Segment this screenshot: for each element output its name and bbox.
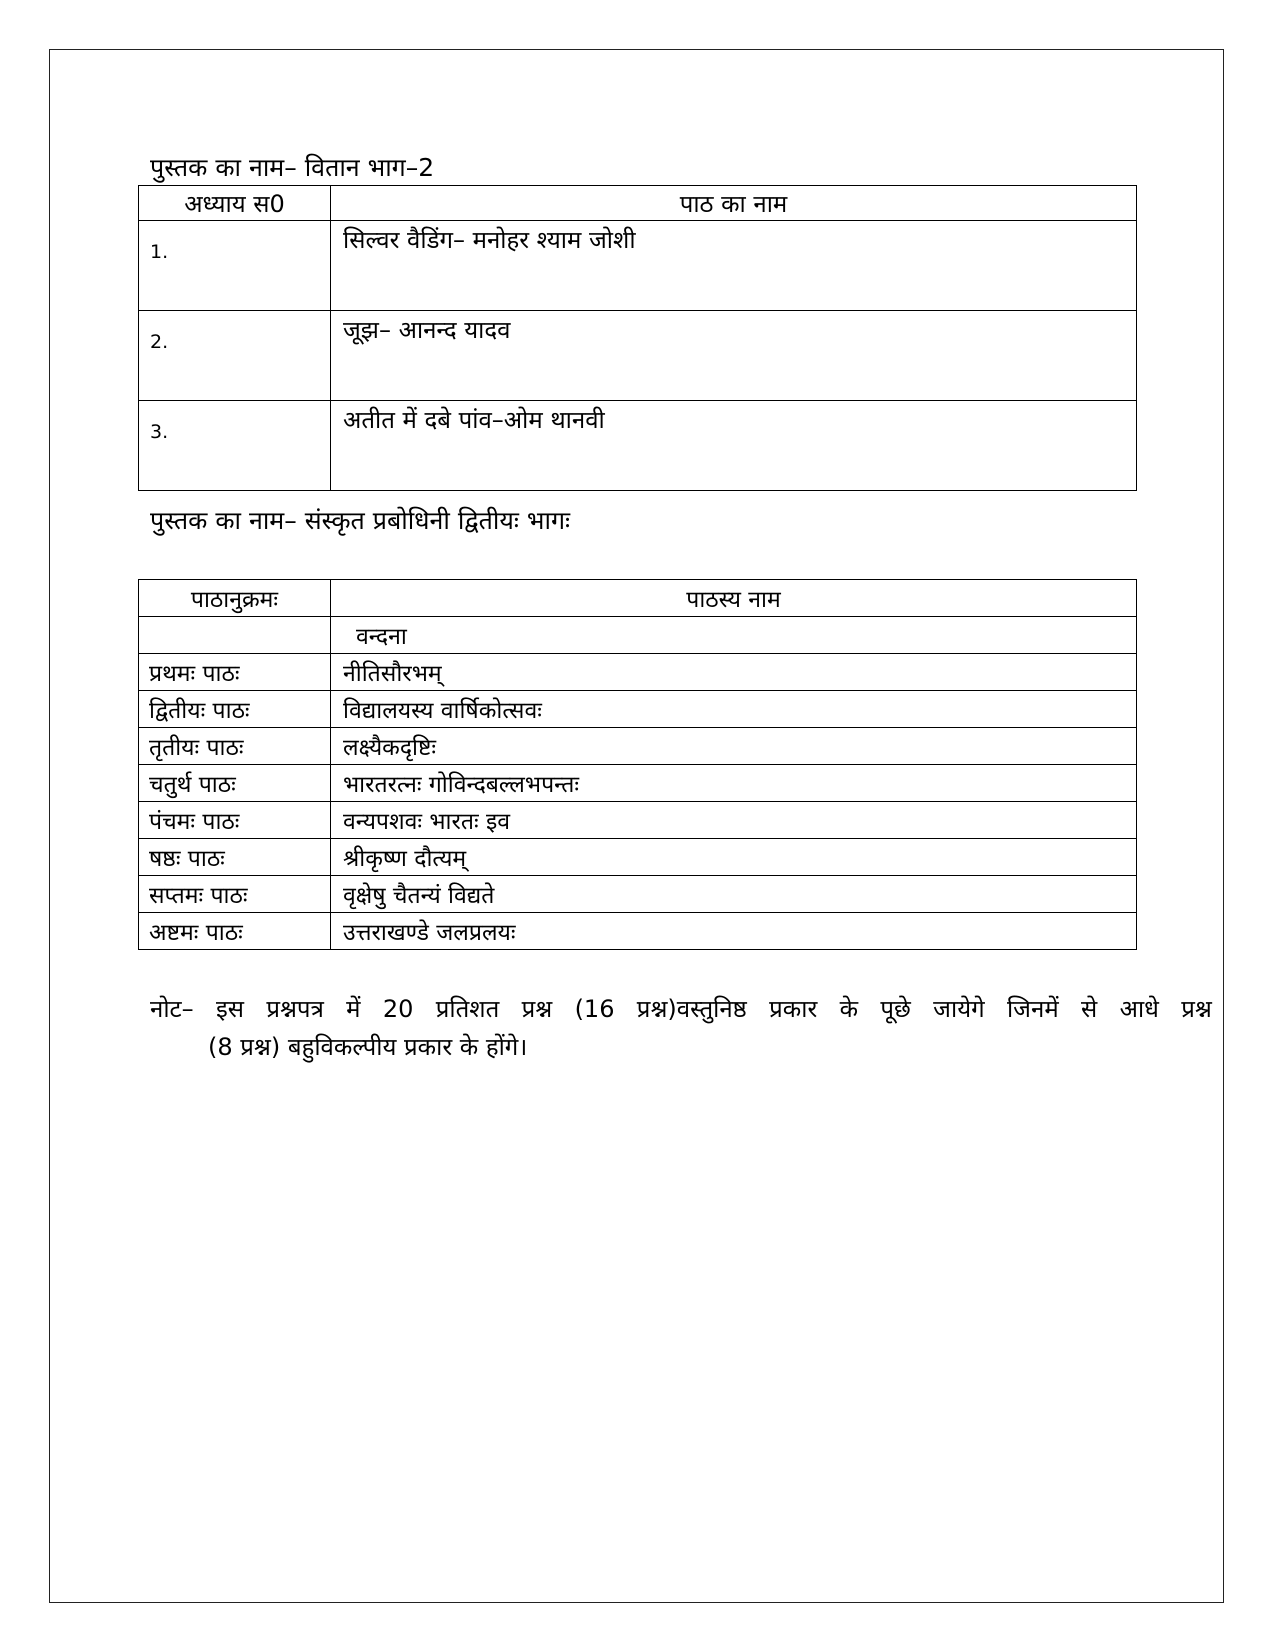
lesson-order: द्वितीयः पाठः — [139, 691, 331, 728]
table-row — [139, 691, 1137, 728]
chapter-number: 1. — [139, 221, 331, 311]
note-line-2: (8 प्रश्न) बहुविकल्पीय प्रकार के होंगे। — [208, 1033, 528, 1061]
book1-table — [138, 185, 1137, 491]
lesson-order: प्रथमः पाठः — [139, 654, 331, 691]
table-row — [139, 654, 1137, 691]
lesson-order — [139, 617, 331, 654]
lesson-name: लक्ष्यैकदृष्टिः — [331, 728, 1137, 765]
chapter-number: 2. — [139, 311, 331, 401]
lesson-name: वृक्षेषु चैतन्यं विद्यते — [331, 876, 1137, 913]
table-row — [139, 876, 1137, 913]
column-header-lesson-name: पाठस्य नाम — [331, 580, 1137, 617]
lesson-name: श्रीकृष्ण दौत्यम् — [331, 839, 1137, 876]
lesson-name: वन्दना — [331, 617, 1137, 654]
table-header-row — [139, 186, 1137, 221]
table-header-row — [139, 580, 1137, 617]
table-row — [139, 401, 1137, 491]
lesson-name: जूझ– आनन्द यादव — [331, 311, 1137, 401]
table-row — [139, 311, 1137, 401]
book2-table — [138, 579, 1137, 950]
lesson-name: अतीत में दबे पांव–ओम थानवी — [331, 401, 1137, 491]
table-row — [139, 728, 1137, 765]
note-line-1: नोट– इस प्रश्नपत्र में 20 प्रतिशत प्रश्न (16 प्रश्न)वस्तुनिष्ठ प्रकार के पूछे जायेगे जिनमें से आधे प्रश्न — [150, 995, 1212, 1023]
table-row — [139, 617, 1137, 654]
lesson-name: सिल्वर वैडिंग– मनोहर श्याम जोशी — [331, 221, 1137, 311]
chapter-number: 3. — [139, 401, 331, 491]
lesson-order: सप्तमः पाठः — [139, 876, 331, 913]
book2-title: पुस्तक का नाम– संस्कृत प्रबोधिनी द्वितीयः भागः — [150, 506, 571, 535]
lesson-order: चतुर्थ पाठः — [139, 765, 331, 802]
note-paragraph — [150, 990, 1212, 1066]
lesson-order: तृतीयः पाठः — [139, 728, 331, 765]
lesson-name: उत्तराखण्डे जलप्रलयः — [331, 913, 1137, 950]
lesson-name: नीतिसौरभम् — [331, 654, 1137, 691]
table-row — [139, 913, 1137, 950]
lesson-name: विद्यालयस्य वार्षिकोत्सवः — [331, 691, 1137, 728]
table-row — [139, 221, 1137, 311]
table-row — [139, 802, 1137, 839]
column-header-chapter-no: अध्याय स0 — [139, 186, 331, 221]
table-row — [139, 839, 1137, 876]
book1-title: पुस्तक का नाम– वितान भाग–2 — [150, 153, 435, 182]
lesson-order: अष्टमः पाठः — [139, 913, 331, 950]
column-header-lesson-order: पाठानुक्रमः — [139, 580, 331, 617]
lesson-name: वन्यपशवः भारतः इव — [331, 802, 1137, 839]
lesson-name: भारतरत्नः गोविन्दबल्लभपन्तः — [331, 765, 1137, 802]
table-row — [139, 765, 1137, 802]
lesson-order: पंचमः पाठः — [139, 802, 331, 839]
column-header-lesson-name: पाठ का नाम — [331, 186, 1137, 221]
lesson-order: षष्ठः पाठः — [139, 839, 331, 876]
